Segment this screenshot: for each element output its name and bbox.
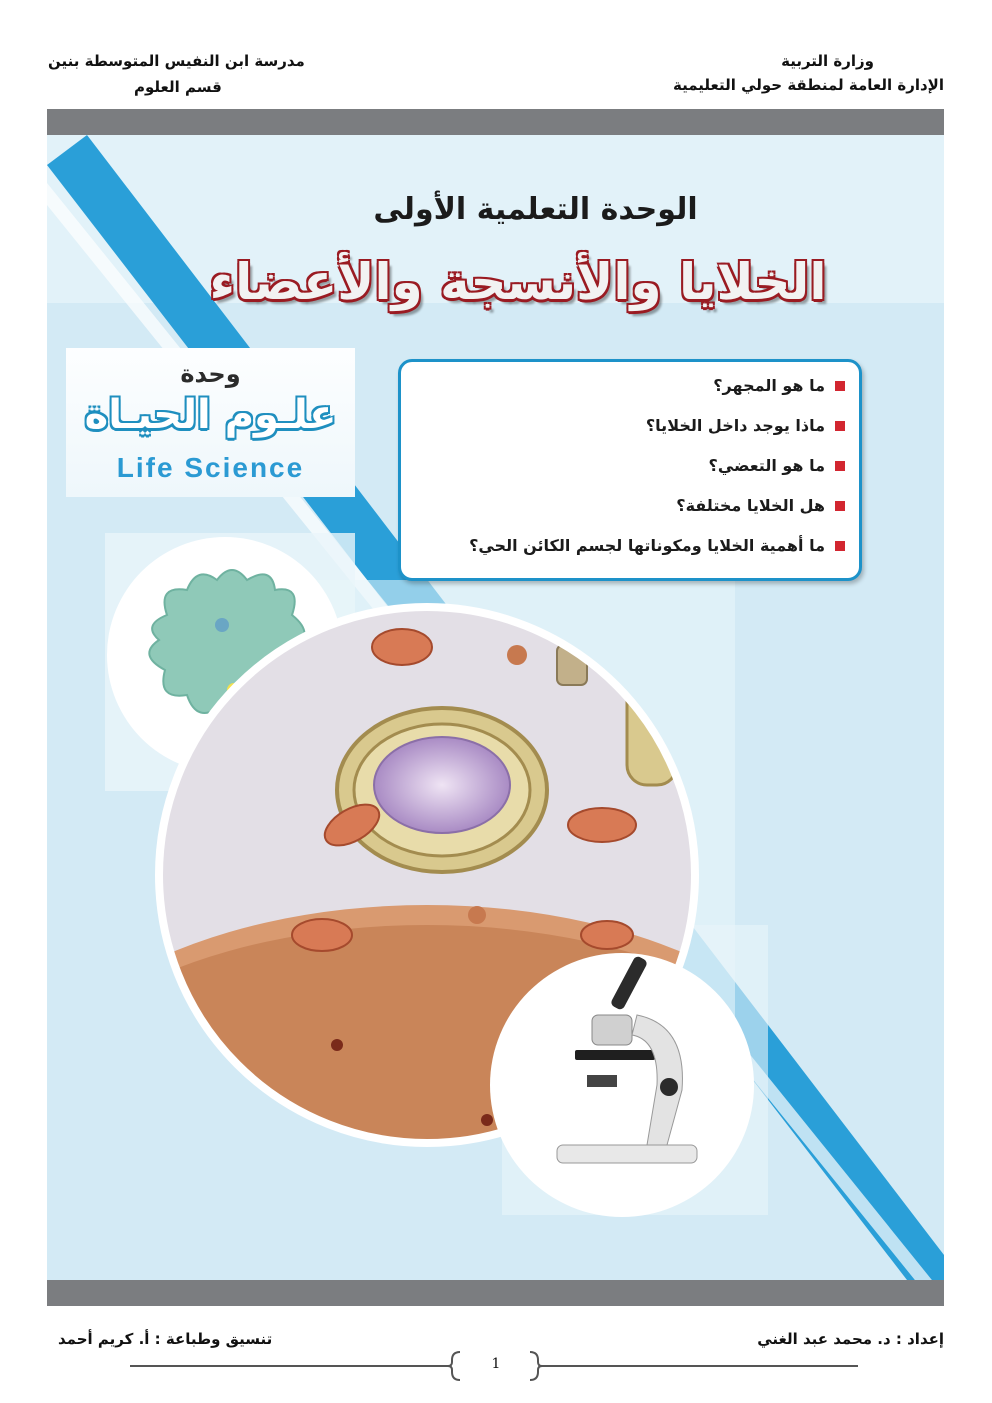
square-bullet-icon	[835, 501, 845, 511]
square-bullet-icon	[835, 461, 845, 471]
coordination-credit: تنسيق وطباعة : أ. كريم أحمد	[58, 1330, 273, 1348]
bottom-gray-bar	[47, 1280, 944, 1306]
badge-english-title: Life Science	[116, 452, 305, 483]
unit-title: الوحدة التعلمية الأولى	[373, 192, 698, 227]
question-item: هل الخلايا مختلفة؟	[469, 492, 845, 532]
question-item: ماذا يوجد داخل الخلايا؟	[469, 412, 845, 452]
ministry-name: وزارة التربية	[781, 52, 874, 70]
main-title: الخلايا والأنسجة والأعضاء	[209, 253, 827, 311]
top-gray-bar	[47, 109, 944, 135]
square-bullet-icon	[835, 541, 845, 551]
badge-word: وحدة	[180, 360, 241, 388]
question-item: ما هو المجهر؟	[469, 372, 845, 412]
question-item: ما أهمية الخلايا ومكوناتها لجسم الكائن الحي؟	[469, 532, 845, 572]
badge-title: علـوم الحيـاة	[84, 392, 337, 438]
questions-list	[469, 372, 845, 572]
question-item: ما هو التعضي؟	[469, 452, 845, 492]
square-bullet-icon	[835, 381, 845, 391]
square-bullet-icon	[835, 421, 845, 431]
school-name: مدرسة ابن النفيس المتوسطة بنين	[48, 52, 305, 70]
directorate-name: الإدارة العامة لمنطقة حولي التعليمية	[672, 76, 944, 94]
department-name: قسم العلوم	[134, 78, 222, 96]
prepared-by: إعداد : د. محمد عبد الغني	[757, 1330, 944, 1348]
questions-box	[398, 359, 862, 581]
page-number: 1	[491, 1356, 501, 1372]
cover-panel	[47, 135, 944, 1280]
unit-badge	[66, 348, 355, 497]
microscope-circle-image	[490, 953, 754, 1217]
